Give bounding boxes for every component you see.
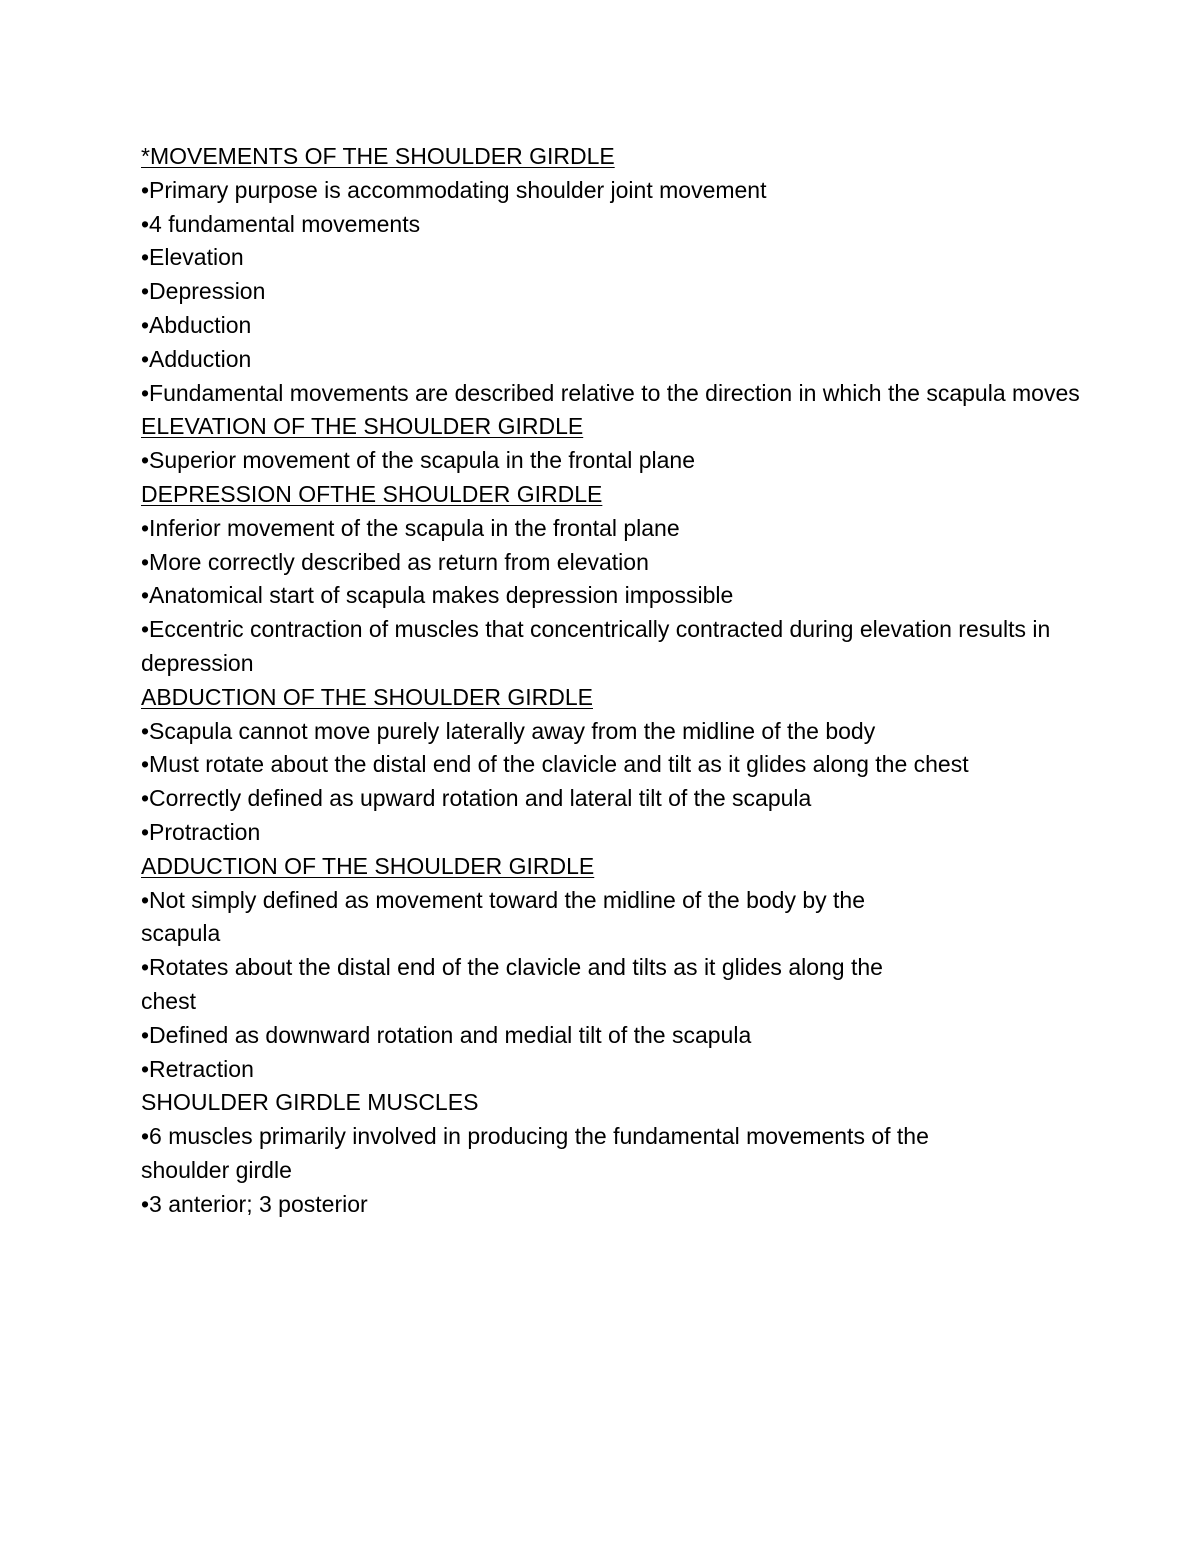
- bullet-item: •6 muscles primarily involved in producing the fundamental movements of the: [141, 1123, 929, 1150]
- bullet-item: •Inferior movement of the scapula in the frontal plane: [141, 514, 680, 541]
- bullet-item: •3 anterior; 3 posterior: [141, 1190, 368, 1217]
- bullet-item: •Superior movement of the scapula in the frontal plane: [141, 447, 695, 474]
- bullet-item: •Depression: [141, 278, 266, 305]
- section-heading: SHOULDER GIRDLE MUSCLES: [141, 1089, 479, 1116]
- bullet-item: •4 fundamental movements: [141, 210, 421, 237]
- bullet-item: •Protraction: [141, 818, 261, 845]
- section-heading: ADDUCTION OF THE SHOULDER GIRDLE: [141, 852, 595, 879]
- bullet-item: •Retraction: [141, 1055, 254, 1082]
- bullet-continuation: chest: [141, 987, 196, 1014]
- bullet-item: •Anatomical start of scapula makes depression impossible: [141, 582, 734, 609]
- bullet-item: •Defined as downward rotation and medial tilt of the scapula: [141, 1021, 752, 1048]
- section-heading: *MOVEMENTS OF THE SHOULDER GIRDLE: [141, 143, 615, 169]
- bullet-item: •Elevation: [141, 244, 244, 271]
- section-heading: ELEVATION OF THE SHOULDER GIRDLE: [141, 413, 584, 440]
- bullet-continuation: shoulder girdle: [141, 1156, 292, 1183]
- bullet-item: •Abduction: [141, 311, 252, 338]
- bullet-item: •Fundamental movements are described relative to the direction in which the scapula moves: [141, 379, 1080, 406]
- section-heading: ABDUCTION OF THE SHOULDER GIRDLE: [141, 683, 593, 710]
- bullet-item: •Eccentric contraction of muscles that concentrically contracted during elevation results in: [141, 616, 1051, 643]
- bullet-continuation: scapula: [141, 920, 221, 947]
- bullet-item: •Adduction: [141, 345, 252, 372]
- bullet-item: •More correctly described as return from elevation: [141, 548, 649, 575]
- bullet-item: •Not simply defined as movement toward the midline of the body by the: [141, 886, 865, 913]
- section-heading: DEPRESSION OFTHE SHOULDER GIRDLE: [141, 480, 603, 507]
- bullet-item: •Scapula cannot move purely laterally away from the midline of the body: [141, 717, 876, 744]
- bullet-continuation: depression: [141, 649, 254, 676]
- bullet-item: •Primary purpose is accommodating shoulder joint movement: [141, 176, 767, 203]
- bullet-item: •Rotates about the distal end of the clavicle and tilts as it glides along the: [141, 954, 883, 981]
- bullet-item: •Correctly defined as upward rotation and lateral tilt of the scapula: [141, 785, 812, 812]
- bullet-item: •Must rotate about the distal end of the clavicle and tilt as it glides along the chest: [141, 751, 969, 778]
- document-body: [141, 140, 1191, 1222]
